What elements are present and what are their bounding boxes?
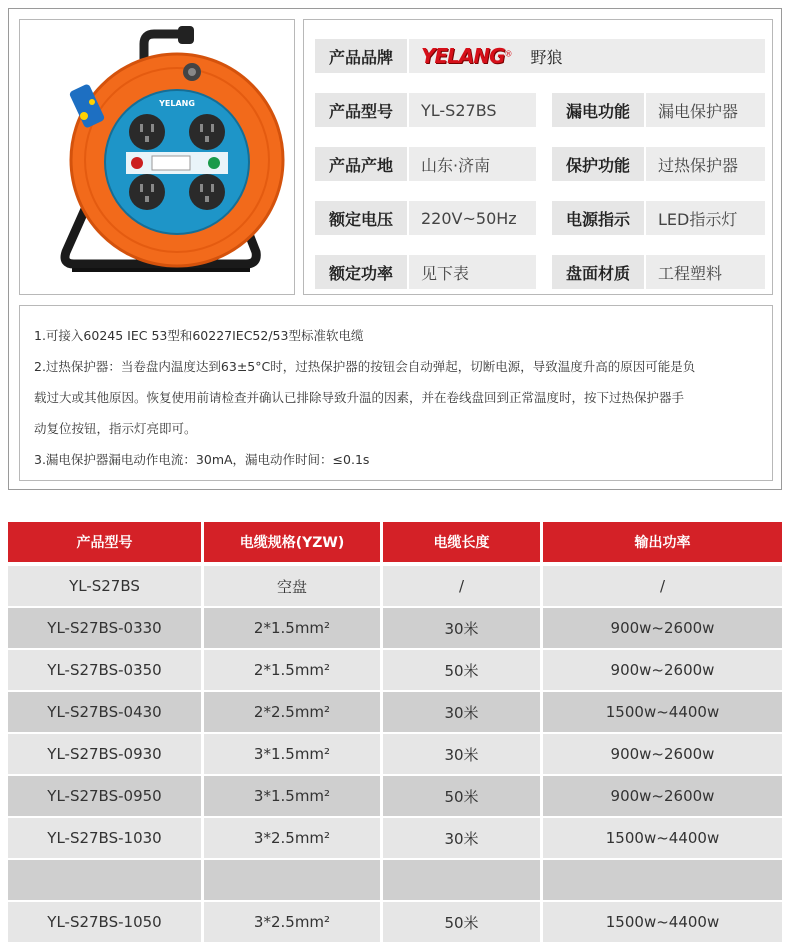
model-label: 产品型号 — [315, 93, 407, 127]
origin-label: 产品产地 — [315, 147, 407, 181]
cell-output-power: / — [543, 566, 782, 606]
cell-output-power: 1500w~4400w — [543, 692, 782, 732]
cell-model: YL-S27BS-1030 — [8, 818, 201, 858]
table-row — [8, 902, 782, 942]
cell-model: YL-S27BS-0350 — [8, 650, 201, 690]
material-label: 盘面材质 — [552, 255, 644, 289]
voltage-label: 额定电压 — [315, 201, 407, 235]
rated-power-value: 见下表 — [409, 255, 536, 289]
leakage-value: 漏电保护器 — [646, 93, 765, 127]
origin-value: 山东·济南 — [409, 147, 536, 181]
cell-cable-spec: 3*2.5mm² — [204, 818, 380, 858]
cell-output-power: 1500w~4400w — [543, 902, 782, 942]
note-line: 动复位按钮，指示灯亮即可。 — [34, 421, 197, 436]
cell-cable-length: 30米 — [383, 608, 540, 648]
leakage-label: 漏电功能 — [552, 93, 644, 127]
cell-cable-spec — [204, 860, 380, 900]
table-row — [8, 608, 782, 648]
cell-cable-spec: 3*1.5mm² — [204, 734, 380, 774]
brand-logo-wordmark: YELANG — [421, 44, 505, 68]
note-line: 3.漏电保护器漏电动作电流：30mA，漏电动作时间：≤0.1s — [34, 452, 370, 467]
cell-output-power — [543, 860, 782, 900]
header-model: 产品型号 — [8, 522, 201, 562]
cell-cable-length: 30米 — [383, 818, 540, 858]
header-cable-length: 电缆长度 — [383, 522, 540, 562]
cell-output-power: 900w~2600w — [543, 734, 782, 774]
power-indicator-label: 电源指示 — [552, 201, 644, 235]
protect-value: 过热保护器 — [646, 147, 765, 181]
cell-cable-spec: 2*2.5mm² — [204, 692, 380, 732]
cell-model: YL-S27BS — [8, 566, 201, 606]
model-value: YL-S27BS — [409, 93, 536, 127]
cell-output-power: 1500w~4400w — [543, 818, 782, 858]
cell-cable-spec: 2*1.5mm² — [204, 608, 380, 648]
cell-cable-spec: 3*1.5mm² — [204, 776, 380, 816]
note-line: 2.过热保护器：当卷盘内温度达到63±5°C时，过热保护器的按钮会自动弹起，切断电源，导致温度升高的原因可能是负 — [34, 359, 696, 374]
product-info-frame — [8, 8, 782, 490]
cell-output-power: 900w~2600w — [543, 650, 782, 690]
cell-model: YL-S27BS-0430 — [8, 692, 201, 732]
table-row — [8, 818, 782, 858]
voltage-value: 220V~50Hz — [409, 201, 536, 235]
cell-model: YL-S27BS-0950 — [8, 776, 201, 816]
cell-cable-length: 50米 — [383, 902, 540, 942]
cell-cable-length: 30米 — [383, 692, 540, 732]
cell-model: YL-S27BS-0930 — [8, 734, 201, 774]
brand-value-cell — [409, 39, 765, 73]
table-row — [8, 650, 782, 690]
cell-output-power: 900w~2600w — [543, 776, 782, 816]
notes-panel — [19, 305, 773, 481]
table-row — [8, 776, 782, 816]
table-header-row — [8, 522, 782, 562]
power-indicator-value: LED指示灯 — [646, 201, 765, 235]
panel-brand-text: YELANG — [159, 99, 195, 108]
table-row — [8, 692, 782, 732]
brand-label: 产品品牌 — [315, 39, 407, 73]
brand-value: 野狼 — [530, 47, 563, 67]
cell-cable-length: 30米 — [383, 734, 540, 774]
cell-cable-spec: 3*2.5mm² — [204, 902, 380, 942]
cable-reel-image — [20, 20, 295, 295]
cell-cable-length — [383, 860, 540, 900]
cell-cable-length: / — [383, 566, 540, 606]
product-photo — [19, 19, 295, 295]
header-cable-spec: 电缆规格(YZW) — [204, 522, 380, 562]
material-value: 工程塑料 — [646, 255, 765, 289]
table-row — [8, 734, 782, 774]
cell-cable-length: 50米 — [383, 650, 540, 690]
cell-model — [8, 860, 201, 900]
brand-logo-reg: ® — [504, 49, 513, 59]
table-row-empty — [8, 860, 782, 900]
cell-output-power: 900w~2600w — [543, 608, 782, 648]
cell-cable-spec: 空盘 — [204, 566, 380, 606]
spec-panel — [303, 19, 773, 295]
table-row — [8, 566, 782, 606]
brand-logo — [421, 44, 563, 68]
protect-label: 保护功能 — [552, 147, 644, 181]
note-line: 1.可接入60245 IEC 53型和60227IEC52/53型标准软电缆 — [34, 328, 364, 343]
cell-model: YL-S27BS-1050 — [8, 902, 201, 942]
header-output-power: 输出功率 — [543, 522, 782, 562]
cell-cable-spec: 2*1.5mm² — [204, 650, 380, 690]
cell-model: YL-S27BS-0330 — [8, 608, 201, 648]
note-line: 载过大或其他原因。恢复使用前请检查并确认已排除导致升温的因素，并在卷线盘回到正常温度时，按下过热保护器手 — [34, 390, 685, 405]
rated-power-label: 额定功率 — [315, 255, 407, 289]
cell-cable-length: 50米 — [383, 776, 540, 816]
